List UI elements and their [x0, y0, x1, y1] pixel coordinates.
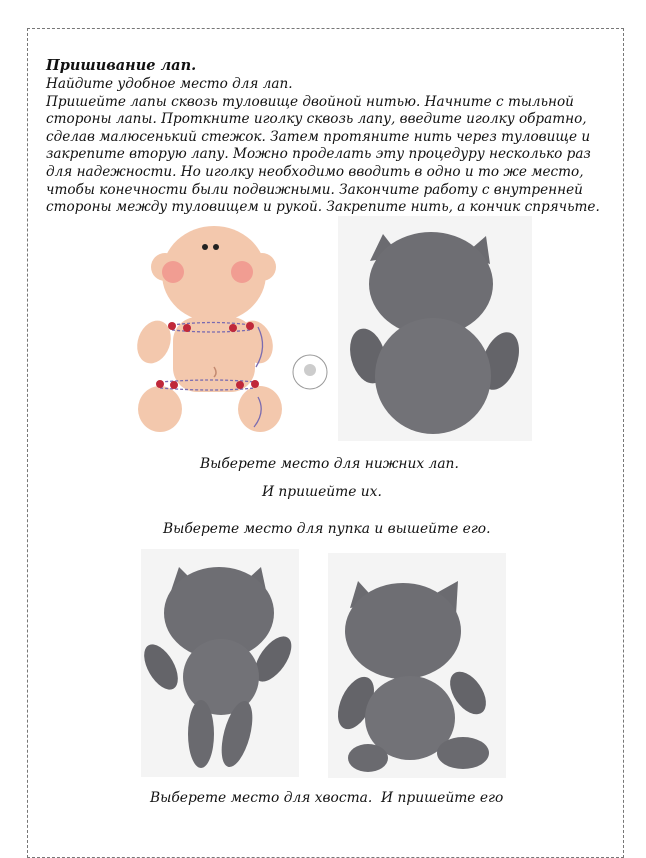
instructions-text: [46, 76, 611, 217]
cat-photo-front: [141, 549, 299, 777]
caption-lower-paws: Выберете место для нижних лап.: [200, 456, 459, 472]
doll-diagram-illustration: [130, 222, 330, 437]
intro-line: Найдите удобное место для лап.: [46, 76, 293, 92]
cat-photo-back: [338, 216, 532, 441]
section-heading: Пришивание лап.: [46, 57, 197, 74]
instructions-paragraph: Пришейте лапы сквозь туловище двойной нитью. Начните с тыльной стороны лапы. Проткните иголку сквозь лапу, введите иголку обратно, сделав малюсенький стежок. Затем протяните нить через туловище и закрепите вторую лапу. Можно проделать эту процедуру несколько раз для надежности. Но иголку необходимо вводить в одно и то же место, чтобы конечности были подвижными. Закончите работу с внутренней стороны между туловищем и рукой. Закрепите нить, а кончик спрячьте.: [46, 93, 600, 216]
caption-tail: Выберете место для хвоста. И пришейте его: [150, 790, 504, 806]
caption-belly: Выберете место для пупка и вышейте его.: [163, 521, 491, 537]
caption-sew-them: И пришейте их.: [262, 484, 382, 500]
cat-photo-sitting: [328, 553, 506, 778]
